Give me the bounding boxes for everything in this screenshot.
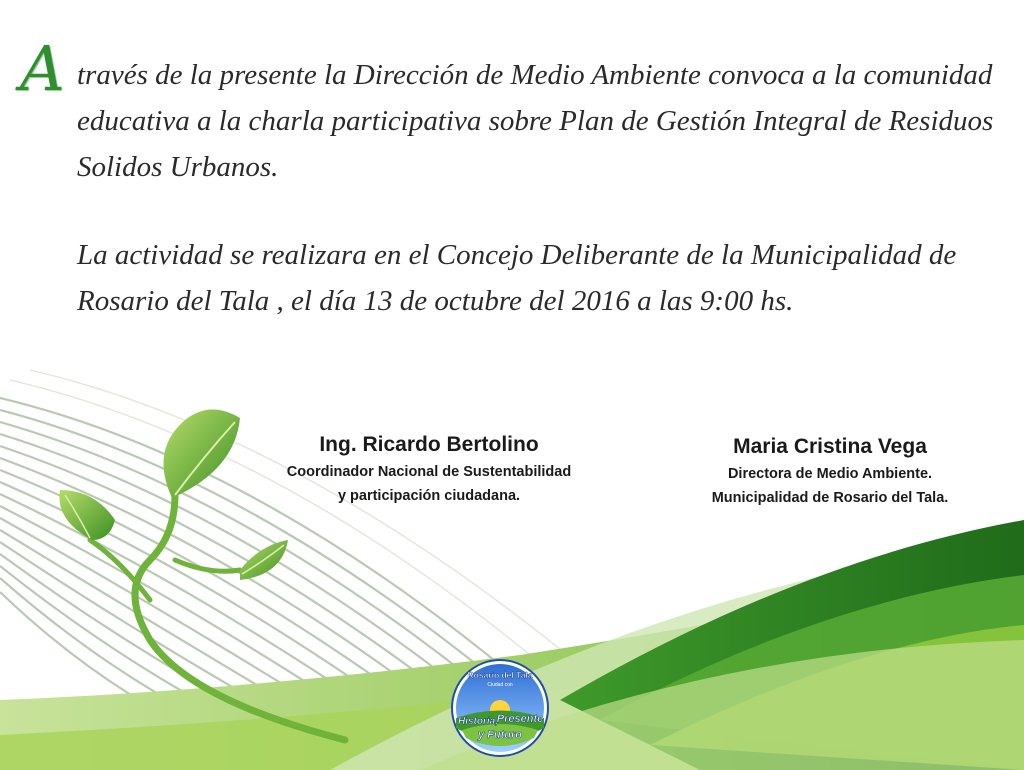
- logo-future-text: y Futuro: [478, 729, 522, 741]
- signer-title-right-1: Directora de Medio Ambiente.: [727, 466, 933, 482]
- invitation-body: [77, 52, 997, 324]
- signer-name-right: Maria Cristina Vega: [733, 435, 927, 458]
- signature-left: [250, 430, 608, 508]
- signer-title-left-2: y participación ciudadana.: [337, 488, 521, 504]
- paragraph-invitation: través de la presente la Dirección de Medio Ambiente convoca a la comunidad educativa a la charla participativa sobre Plan de Gestión Integral de Residuos Solidos Urbanos.: [77, 59, 994, 183]
- paragraph-activity-details: La actividad se realizara en el Concejo Deliberante de la Municipalidad de Rosario del Tala , el día 13 de octubre del 2016 a las 9:00 hs.: [77, 239, 957, 317]
- signer-name-left: Ing. Ricardo Bertolino: [319, 433, 539, 456]
- logo-top-text: Rosario del Tala: [467, 670, 533, 680]
- rosario-del-tala-logo: [448, 658, 552, 758]
- logo-present-text: Presente: [496, 713, 544, 725]
- signer-title-left-1: Coordinador Nacional de Sustentabilidad: [286, 464, 572, 480]
- logo-subtitle: Ciudad con: [487, 682, 513, 688]
- logo-history-text: Historia,: [457, 716, 499, 727]
- drop-cap-letter: A: [20, 32, 65, 105]
- signer-title-right-2: Municipalidad de Rosario del Tala.: [711, 490, 949, 506]
- signature-right: [660, 432, 1000, 510]
